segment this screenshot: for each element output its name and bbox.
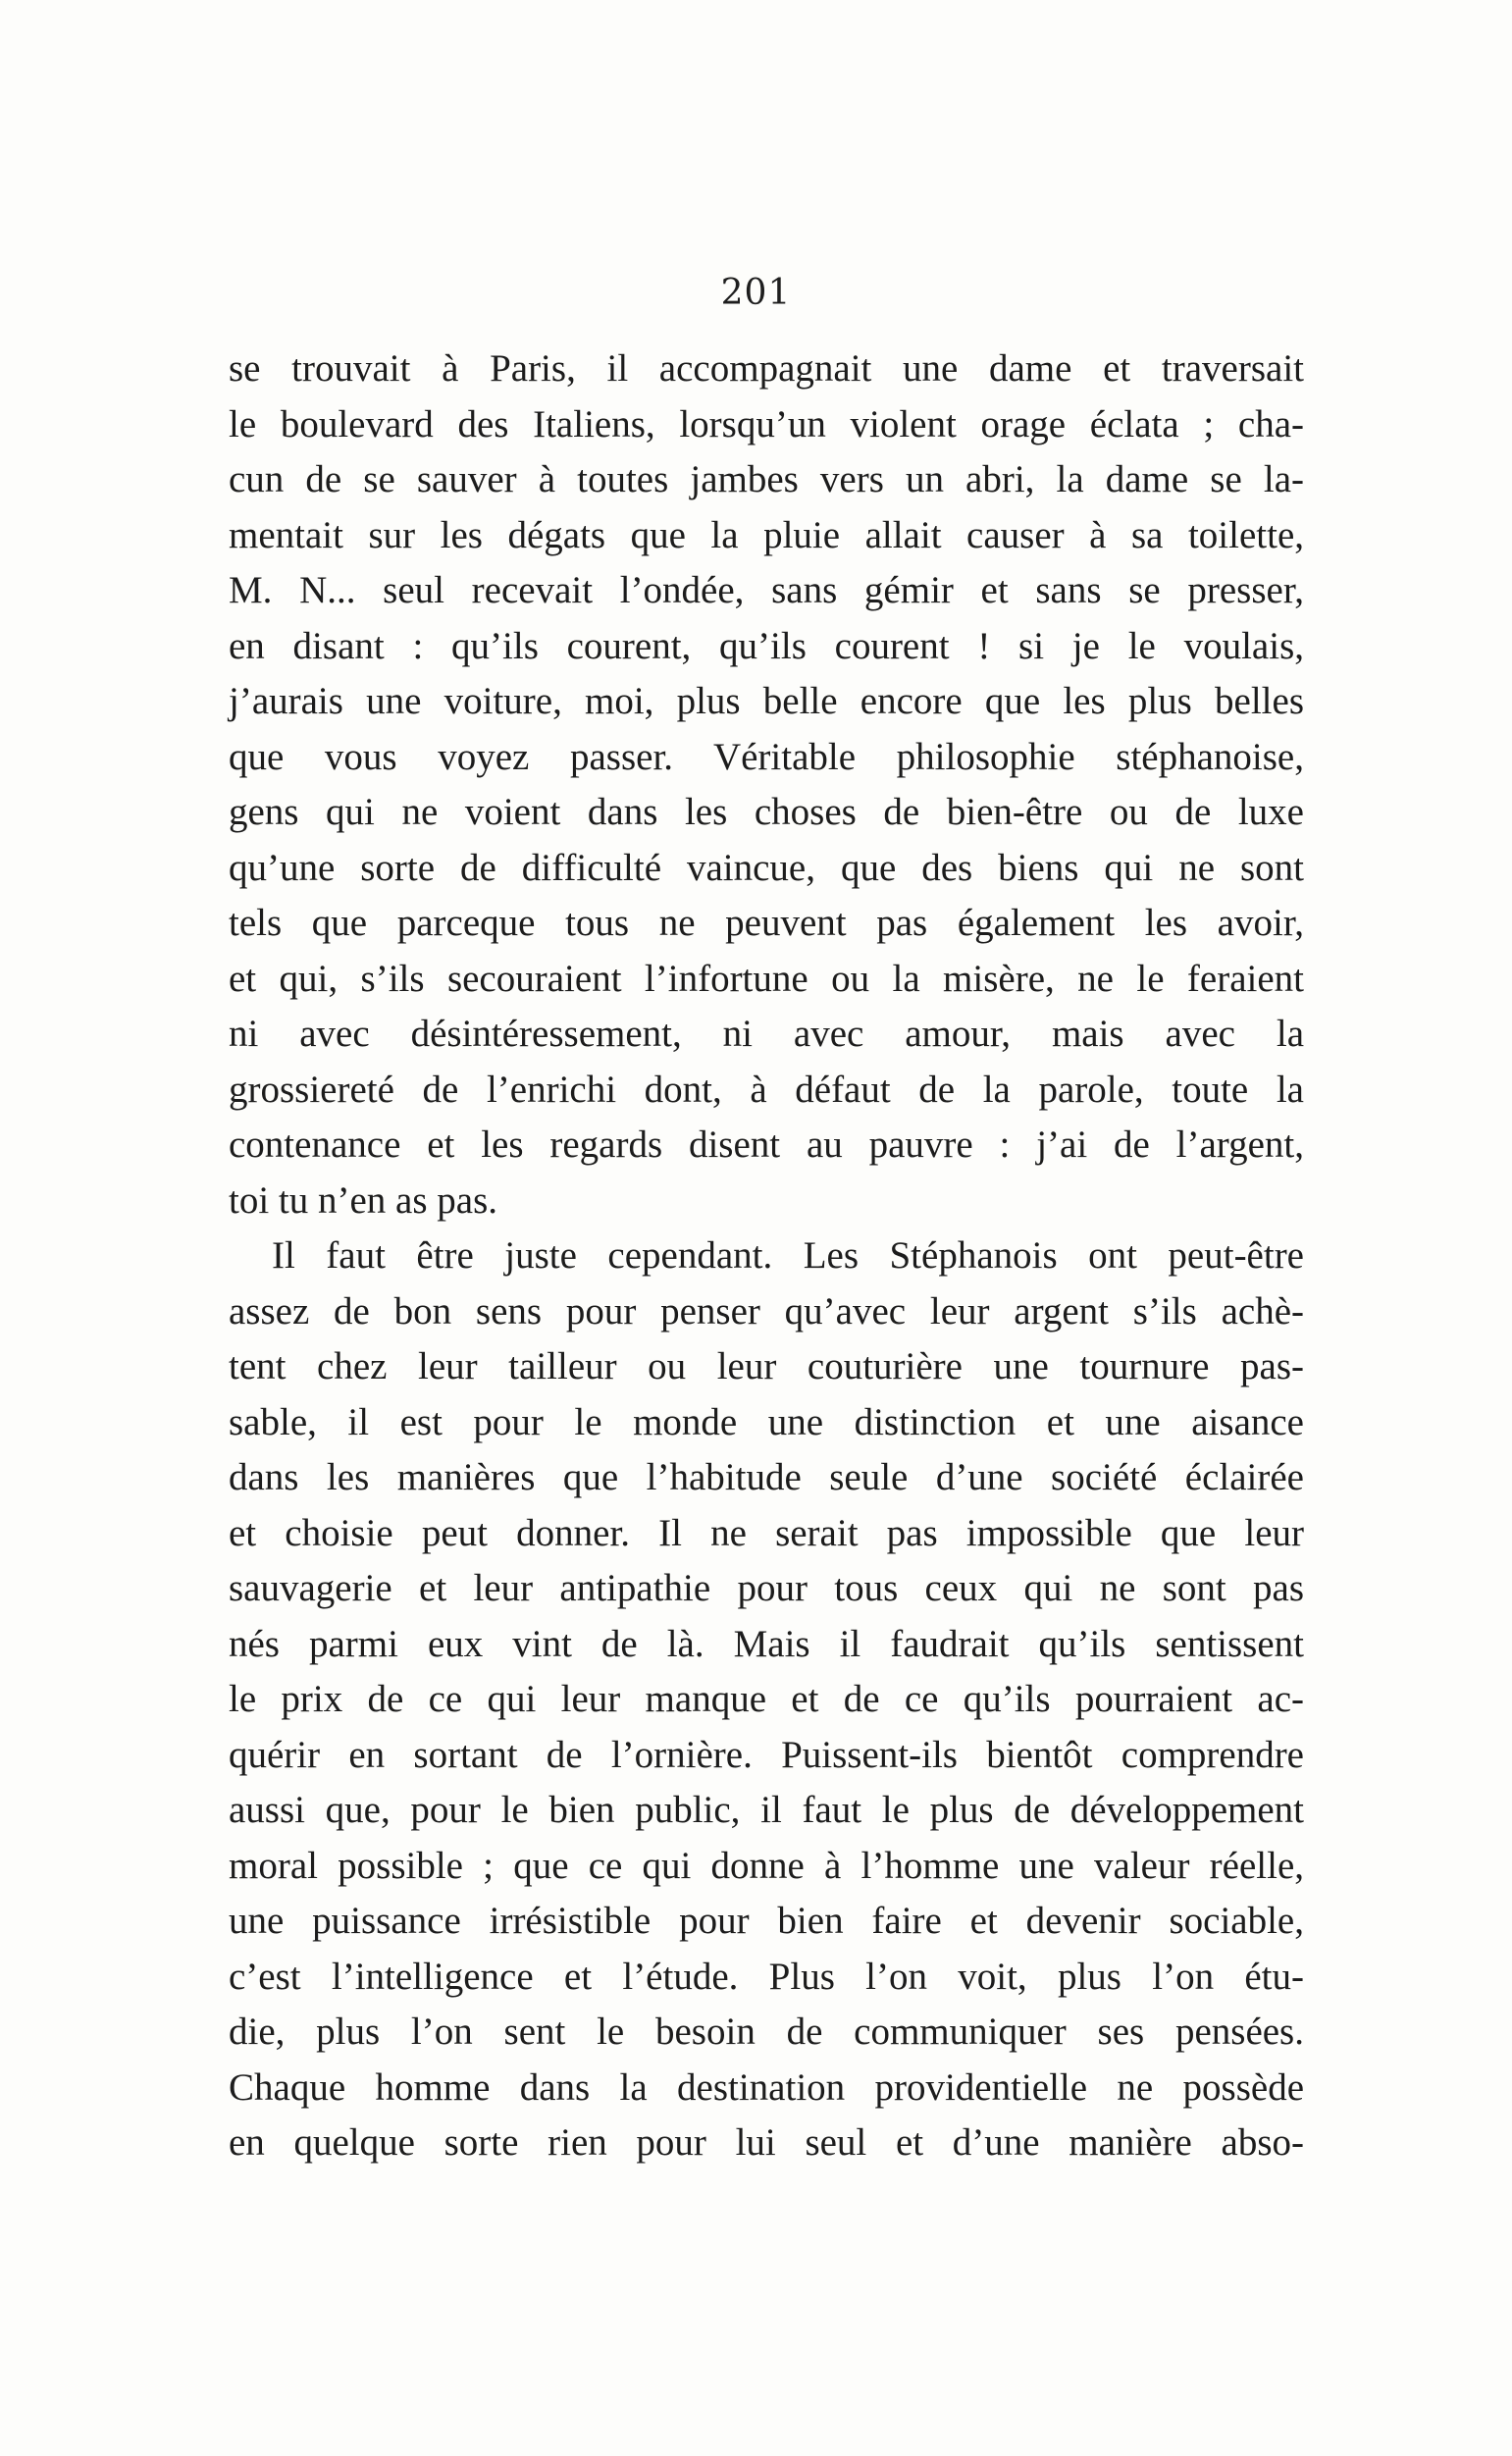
text-line: en disant : qu’ils courent, qu’ils courent ! si je le voulais, [229, 624, 1304, 667]
text-line: quérir en sortant de l’ornière. Puissent-ils bientôt comprendre [229, 1733, 1304, 1776]
text-line: le prix de ce qui leur manque et de ce qu’ils pourraient ac- [229, 1678, 1304, 1720]
text-line-paragraph-end: toi tu n’en as pas. [229, 1178, 498, 1222]
page-number: 201 [720, 273, 792, 313]
text-line: tent chez leur tailleur ou leur couturière une tournure pas- [229, 1345, 1304, 1387]
text-line: sauvagerie et leur antipathie pour tous ceux qui ne sont pas [229, 1567, 1304, 1609]
text-line: et choisie peut donner. Il ne serait pas impossible que leur [229, 1511, 1304, 1554]
text-line: que vous voyez passer. Véritable philosophie stéphanoise, [229, 735, 1304, 778]
text-line: mentait sur les dégats que la pluie allait causer à sa toilette, [229, 513, 1304, 556]
text-line: qu’une sorte de difficulté vaincue, que des biens qui ne sont [229, 846, 1304, 889]
text-line: dans les manières que l’habitude seule d’une société éclairée [229, 1456, 1304, 1498]
text-line: aussi que, pour le bien public, il faut le plus de développement [229, 1789, 1304, 1831]
text-line-paragraph-start: Il faut être juste cependant. Les Stéphanois ont peut-être [272, 1234, 1304, 1277]
text-line: assez de bon sens pour penser qu’avec leur argent s’ils achè- [229, 1289, 1304, 1333]
text-line: Chaque homme dans la destination providentielle ne possède [229, 2065, 1304, 2109]
text-line: se trouvait à Paris, il accompagnait une dame et traversait [229, 347, 1304, 390]
text-line: c’est l’intelligence et l’étude. Plus l’on voit, plus l’on étu- [229, 1955, 1304, 1998]
body-text [229, 341, 1304, 2171]
text-line: contenance et les regards disent au pauvre : j’ai de l’argent, [229, 1123, 1304, 1166]
text-line: en quelque sorte rien pour lui seul et d’une manière abso- [229, 2121, 1304, 2164]
text-line: M. N... seul recevait l’ondée, sans gémir et sans se presser, [229, 569, 1304, 611]
text-line: moral possible ; que ce qui donne à l’homme une valeur réelle, [229, 1844, 1304, 1887]
text-line: tels que parceque tous ne peuvent pas également les avoir, [229, 902, 1304, 944]
text-line: die, plus l’on sent le besoin de communiquer ses pensées. [229, 2011, 1304, 2053]
text-line: gens qui ne voient dans les choses de bien-être ou de luxe [229, 791, 1304, 833]
text-line: grossiereté de l’enrichi dont, à défaut de la parole, toute la [229, 1068, 1304, 1111]
text-line: ni avec désintéressement, ni avec amour, mais avec la [229, 1013, 1304, 1055]
text-line: et qui, s’ils secouraient l’infortune ou la misère, ne le feraient [229, 957, 1304, 1000]
text-line: cun de se sauver à toutes jambes vers un abri, la dame se la- [229, 458, 1304, 500]
text-line: j’aurais une voiture, moi, plus belle encore que les plus belles [229, 680, 1304, 722]
text-line: une puissance irrésistible pour bien faire et devenir sociable, [229, 1900, 1304, 1942]
text-line: le boulevard des Italiens, lorsqu’un violent orage éclata ; cha- [229, 402, 1304, 445]
text-line: sable, il est pour le monde une distinction et une aisance [229, 1400, 1304, 1443]
text-line: nés parmi eux vint de là. Mais il faudrait qu’ils sentissent [229, 1622, 1304, 1665]
